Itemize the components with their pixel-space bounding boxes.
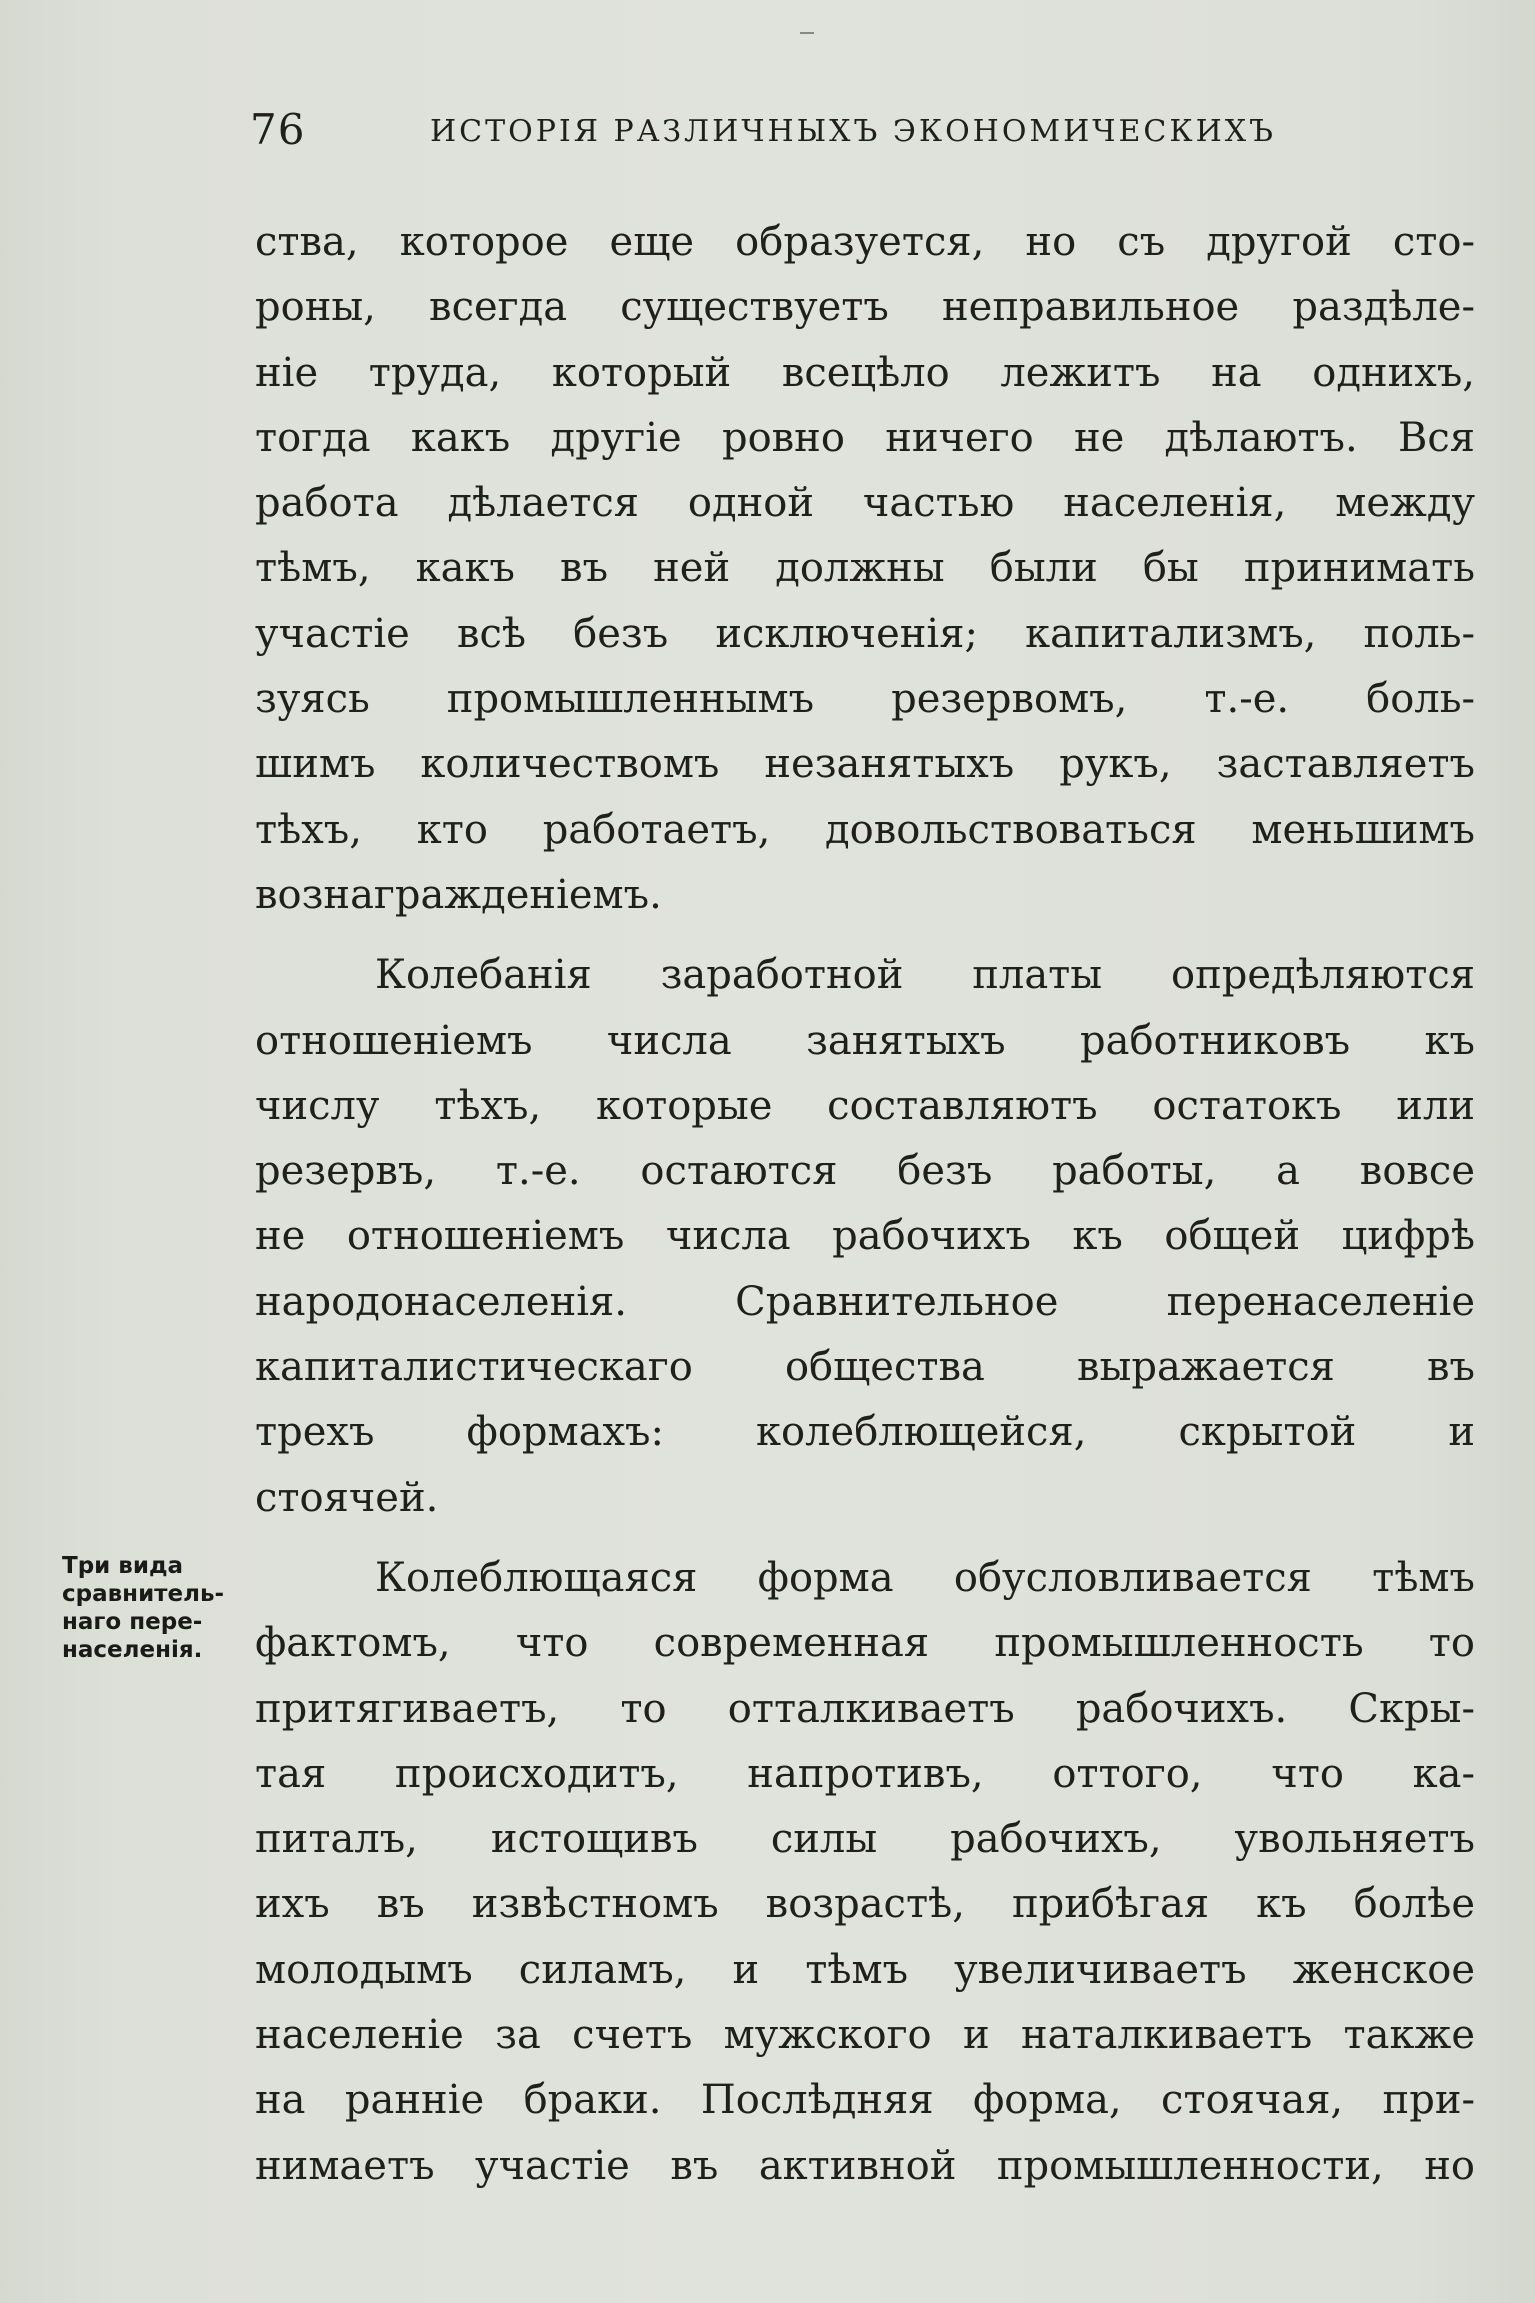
text-line: стоячей.	[255, 1474, 439, 1521]
text-line: роны, всегда существуетъ неправильное раздѣле-	[255, 284, 1475, 331]
running-head: ИСТОРІЯ РАЗЛИЧНЫХЪ ЭКОНОМИЧЕСКИХЪ	[430, 114, 1276, 149]
text-line: работа дѣлается одной частью населенія, между	[255, 480, 1475, 527]
margin-note	[62, 1552, 267, 1664]
text-line: участіе всѣ безъ исключенія; капитализмъ, поль-	[255, 610, 1475, 657]
text-line: тѣмъ, какъ въ ней должны были бы принимать	[255, 545, 1475, 592]
margin-note-line: Три вида	[62, 1553, 184, 1579]
text-line: Колебанія заработной платы опредѣляются	[375, 952, 1475, 999]
text-line: капиталистическаго общества выражается въ	[255, 1344, 1475, 1391]
text-line: притягиваетъ, то отталкиваетъ рабочихъ. Скры-	[255, 1685, 1475, 1732]
text-line: питалъ, истощивъ силы рабочихъ, увольняетъ	[255, 1816, 1475, 1863]
body-text	[255, 210, 1475, 2199]
margin-note-line: сравнитель-	[62, 1581, 225, 1607]
text-line: на ранніе браки. Послѣдняя форма, стоячая, при-	[255, 2077, 1475, 2124]
page-number: 76	[250, 105, 306, 154]
text-line: ніе труда, который всецѣло лежитъ на однихъ,	[255, 349, 1475, 396]
text-line: населеніе за счетъ мужского и наталкиваетъ также	[255, 2012, 1475, 2059]
text-line: отношеніемъ числа занятыхъ работниковъ къ	[255, 1017, 1475, 1064]
text-line: народонаселенія. Сравнительное перенаселеніе	[255, 1278, 1475, 1325]
margin-note-line: наго пере-	[62, 1609, 203, 1635]
paragraph-2	[255, 943, 1475, 1531]
text-line: тая происходитъ, напротивъ, оттого, что ка-	[255, 1750, 1475, 1797]
text-line: Колеблющаяся форма обусловливается тѣмъ	[375, 1554, 1475, 1601]
text-line: тѣхъ, кто работаетъ, довольствоваться меньшимъ	[255, 806, 1475, 853]
paragraph-3	[255, 1546, 1475, 2199]
text-line: нимаетъ участіе въ активной промышленности, но	[255, 2142, 1475, 2189]
text-line: резервъ, т.-е. остаются безъ работы, а вовсе	[255, 1148, 1475, 1195]
text-line: ихъ въ извѣстномъ возрастѣ, прибѣгая къ болѣе	[255, 1881, 1475, 1928]
page-header	[250, 104, 1290, 164]
top-mark	[800, 32, 814, 34]
text-line: зуясь промышленнымъ резервомъ, т.-е. боль-	[255, 676, 1475, 723]
margin-note-line: населенія.	[62, 1637, 203, 1663]
text-line: не отношеніемъ числа рабочихъ къ общей цифрѣ	[255, 1213, 1475, 1260]
text-line: вознагражденіемъ.	[255, 871, 662, 918]
text-line: фактомъ, что современная промышленность то	[255, 1620, 1475, 1667]
text-line: числу тѣхъ, которые составляютъ остатокъ или	[255, 1082, 1475, 1129]
text-line: трехъ формахъ: колеблющейся, скрытой и	[255, 1409, 1475, 1456]
text-line: тогда какъ другіе ровно ничего не дѣлаютъ. Вся	[255, 414, 1475, 461]
text-line: молодымъ силамъ, и тѣмъ увеличиваетъ женское	[255, 1946, 1475, 1993]
paragraph-1	[255, 210, 1475, 928]
text-line: шимъ количествомъ незанятыхъ рукъ, заставляетъ	[255, 741, 1475, 788]
text-line: ства, которое еще образуется, но съ другой сто-	[255, 219, 1475, 265]
